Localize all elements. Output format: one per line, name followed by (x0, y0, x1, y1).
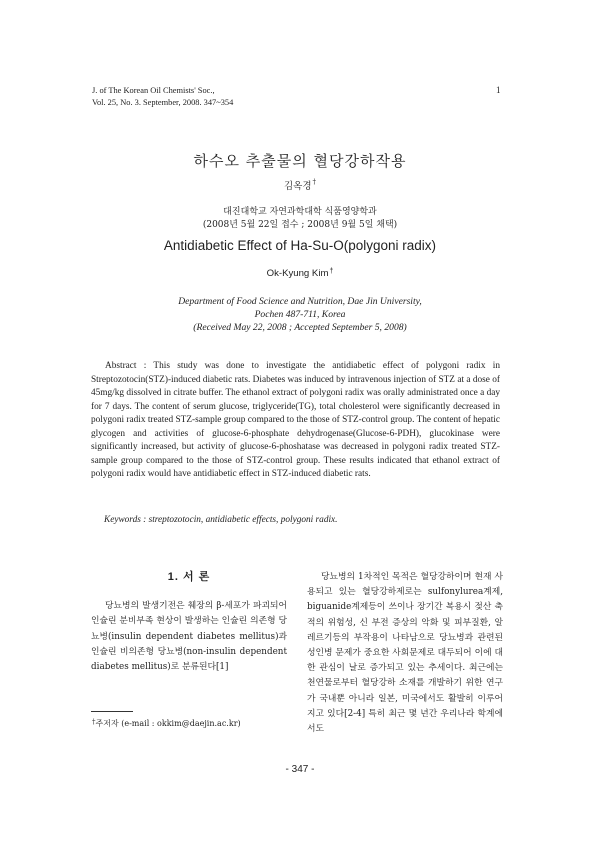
left-column (91, 570, 287, 675)
right-column: 당뇨병의 1차적인 목적은 혈당강하이며 현재 사용되고 있는 혈당강하제로는 sulfonylurea계제, biguanide계제등이 쓰이나 장기간 복용시 젖산 축적의 위험성, 신 부전 증상의 악화 및 피부질환, 알레르기등의 부작용이 나타남으로 당뇨병과 관련된 성인병 문제가 중요한 사회문제로 대두되어 이에 대한 관심이 날로 증가되고 있는 추세이다. 최근에는 천연물로부터 혈당강하 소재를 개발하기 위한 연구가 국내뿐 아니라 일본, 미국에서도 활발히 이루어지고 있다[2-4] 특히 최근 몇 년간 우리나라 학계에서도 (307, 572, 503, 735)
abstract (91, 360, 500, 482)
affiliation-korean (0, 206, 600, 232)
dates-korean: (2008년 5월 22일 접수 ; 2008년 9월 5일 채택) (202, 220, 398, 230)
author-korean (0, 178, 600, 192)
journal-line-2: Vol. 25, No. 3. September, 2008. 347~354 (92, 98, 234, 107)
affiliation-english-line-2: Pochen 487-711, Korea (254, 309, 346, 320)
footnote-text: 주저자 (e-mail : okkim@daejin.ac.kr) (95, 719, 241, 728)
footnote-mark: † (92, 718, 96, 726)
affiliation-english (0, 295, 600, 334)
affiliation-korean-line: 대진대학교 자연과학대학 식품영양학과 (223, 207, 377, 217)
author-english (0, 268, 600, 279)
journal-line-1: J. of The Korean Oil Chemists' Soc., (92, 86, 215, 95)
affiliation-english-line-1: Department of Food Science and Nutrition, Dae Jin University, (178, 296, 422, 307)
section-heading: 1. 서 론 (167, 571, 211, 583)
journal-header (92, 85, 233, 109)
title-korean: 하수오 추출물의 혈당강하작용 (193, 152, 407, 170)
affiliation-english-line-3: (Received May 22, 2008 ; Accepted September 5, 2008) (193, 322, 407, 333)
page-number-bottom: - 347 - (285, 764, 315, 775)
footnote-rule (91, 711, 133, 712)
abstract-text: : This study was done to investigate the antidiabetic effect of polygoni radix in Streptozotocin(STZ)-induced diabetic rats. Diabetes was induced by intravenous injection of STZ at a dose of 45mg/kg dissolved in citrate buffer. The ethanol extract of polygoni radix was orally administrated once a day for 7 days. The content of serum glucose, triglyceride(TG), total cholesterol were significantly decreased in polygoni radix treated STZ-sample group compared to the those of STZ-control group. The content of hepatic glycogen and activities of glucose-6-phosphate dehydrogenase(Glucose-6-PDH), glucokinase were significantly increased, but activity of glucose-6-phoshatase was decreased in polygoni radix treated STZ-sample group compared to the those of STZ-control group. These results indicated that ethanol extract of polygoni radix would have antidiabetic effect in STZ-induced diabetic rats. (91, 361, 500, 479)
title-english: Antidiabetic Effect of Ha-Su-O(polygoni radix) (163, 238, 437, 253)
page-number-top: 1 (496, 85, 501, 95)
author-english-name: Ok-Kyung Kim (266, 268, 329, 279)
author-mark: † (312, 178, 317, 186)
keywords: Keywords : streptozotocin, antidiabetic effects, polygoni radix. (104, 515, 338, 525)
abstract-label: Abstract (105, 361, 137, 371)
intro-paragraph: 당뇨병의 발생기전은 췌장의 β-세포가 파괴되어 인슐린 분비부족 현상이 발생하는 인슐린 의존형 당뇨병(insulin dependent diabetes mellitus)과 인슐린 비의존형 당뇨병(non-insulin dependent diabetes mellitus)로 분류된다[1] (91, 601, 287, 673)
author-mark-en: † (329, 268, 334, 275)
author-korean-name: 김옥경 (283, 181, 312, 192)
footnote (91, 718, 241, 729)
